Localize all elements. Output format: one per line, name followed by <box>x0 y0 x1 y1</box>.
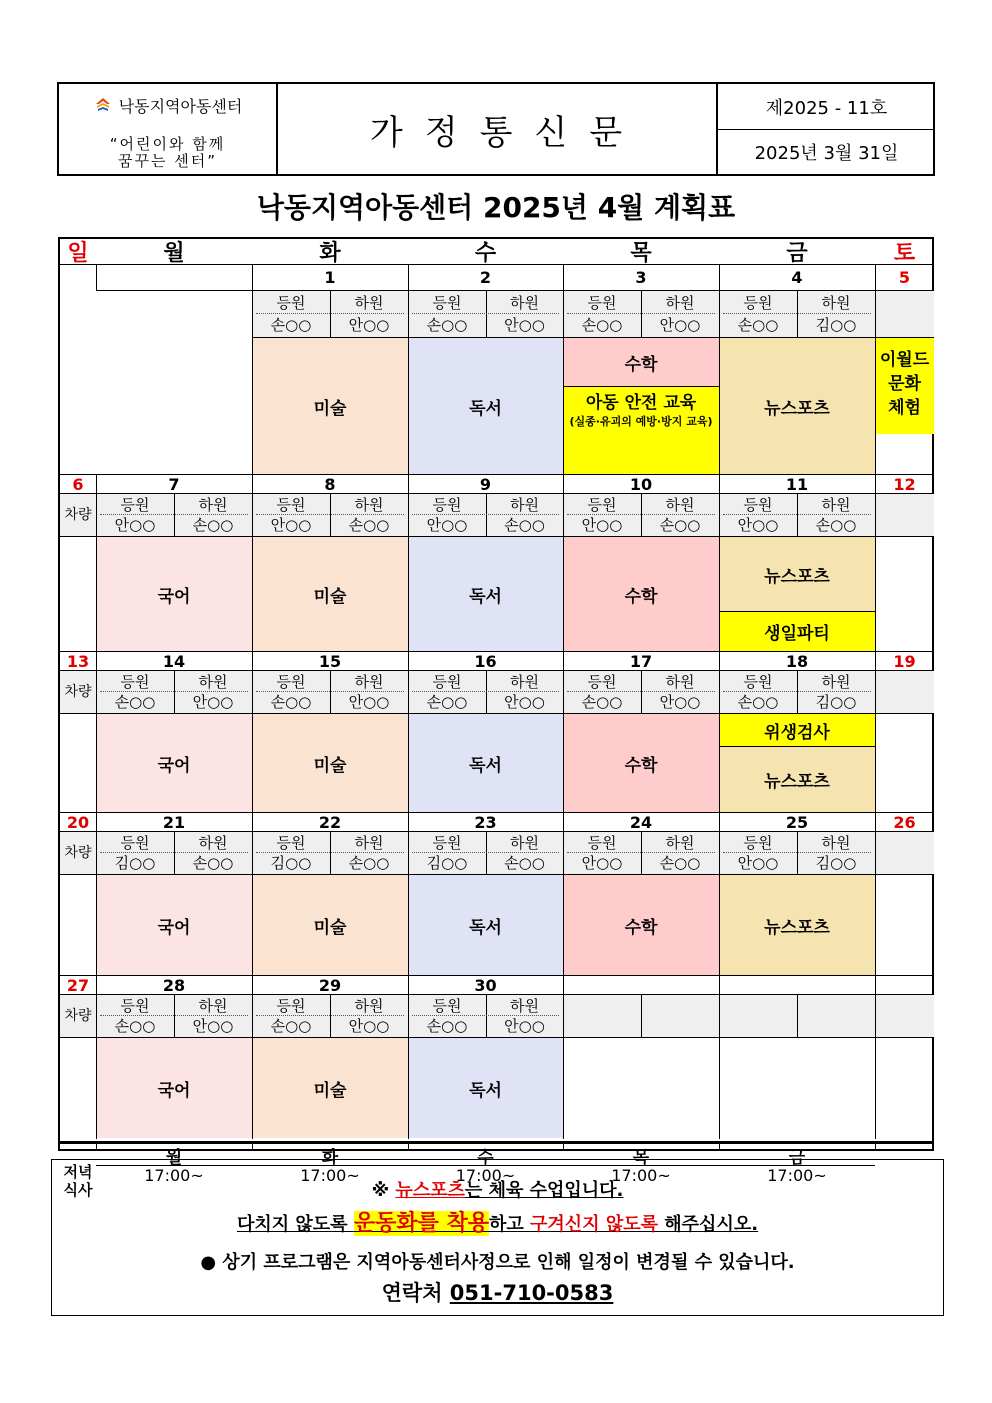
board-staff: 손○○ <box>426 1016 468 1035</box>
subject-label: 수학 <box>624 755 658 776</box>
date-number: 9 <box>479 474 492 494</box>
board-label: 등원 <box>120 996 150 1015</box>
subject-newsports: 뉴스포츠 <box>764 566 830 587</box>
board-label: 등원 <box>432 672 462 691</box>
date-number: 30 <box>474 975 497 995</box>
date-number: 7 <box>168 474 180 494</box>
day-header: 일 <box>67 241 89 266</box>
page-title: 낙동지역아동센터 2025년 4월 계획표 <box>256 191 736 224</box>
board-staff: 안○○ <box>581 515 623 534</box>
board-staff: 손○○ <box>114 692 156 711</box>
letter-header <box>57 82 935 176</box>
board-staff: 손○○ <box>114 1016 156 1035</box>
org-name: 낙동지역아동센터 <box>118 96 243 116</box>
notice-line1: ※ 뉴스포츠는 체육 수업입니다. <box>371 1180 624 1201</box>
alight-staff: 안○○ <box>348 692 390 711</box>
newsports-highlight: 뉴스포츠 <box>395 1180 465 1201</box>
dinner-time: 17:00~ <box>455 1166 516 1185</box>
board-label: 등원 <box>743 495 773 514</box>
grid-vline <box>719 1142 720 1149</box>
alight-label: 하원 <box>198 672 228 691</box>
board-staff: 손○○ <box>581 692 623 711</box>
alight-label: 하원 <box>665 293 695 312</box>
subject-label: 미술 <box>313 1080 347 1101</box>
subject-label: 미술 <box>313 755 347 776</box>
alight-staff: 안○○ <box>192 692 234 711</box>
date-number: 1 <box>324 268 336 287</box>
board-staff: 안○○ <box>114 515 156 534</box>
board-label: 등원 <box>276 293 306 312</box>
subject-label: 뉴스포츠 <box>764 398 830 419</box>
date-number: 29 <box>318 975 342 995</box>
subject-label: 뉴스포츠 <box>764 917 830 938</box>
date-number: 25 <box>785 812 809 832</box>
board-label: 등원 <box>432 996 462 1015</box>
alight-label: 하원 <box>198 833 228 852</box>
issue-number: 제2025 - 11호 <box>765 97 888 119</box>
grid-vline <box>563 475 564 652</box>
grid-vline <box>408 475 409 652</box>
dinner-time: 17:00~ <box>144 1166 204 1185</box>
board-label: 등원 <box>587 293 617 312</box>
grid-vline <box>875 976 876 1139</box>
contact-line: 연락처 051-710-0583 <box>381 1281 614 1305</box>
board-label: 등원 <box>587 672 617 691</box>
dinner-day: 금 <box>788 1147 806 1168</box>
date-number: 28 <box>162 975 186 995</box>
date-number: 2 <box>479 268 492 287</box>
grid-vline <box>96 976 97 1139</box>
date-number: 21 <box>162 812 186 832</box>
date-saturday: 12 <box>893 474 916 494</box>
grid-vline <box>875 265 876 475</box>
subject-label: 독서 <box>469 755 502 776</box>
alight-staff: 안○○ <box>192 1016 234 1035</box>
date-number: 8 <box>324 474 336 494</box>
board-staff: 안○○ <box>426 515 468 534</box>
alight-label: 하원 <box>510 996 539 1015</box>
alight-label: 하원 <box>665 495 695 514</box>
date-number: 3 <box>635 268 647 287</box>
grid-vline <box>719 813 720 976</box>
subject-label: 국어 <box>157 917 191 938</box>
board-label: 등원 <box>276 495 306 514</box>
org-logo-block <box>59 92 276 118</box>
alight-label: 하원 <box>198 996 228 1015</box>
day-header: 목 <box>630 241 652 266</box>
grid-vline <box>96 652 97 813</box>
alight-label: 하원 <box>665 833 695 852</box>
date-number: 22 <box>318 812 342 832</box>
alight-staff: 안○○ <box>504 1016 545 1035</box>
grid-vline <box>563 265 564 475</box>
date-saturday: 5 <box>898 268 911 287</box>
hygiene-check: 위생검사 <box>764 722 830 743</box>
board-staff: 손○○ <box>737 692 779 711</box>
board-staff: 손○○ <box>737 315 779 334</box>
day-header: 토 <box>893 241 916 266</box>
board-staff: 손○○ <box>270 315 312 334</box>
date-number: 15 <box>318 651 342 671</box>
alight-label: 하원 <box>354 996 384 1015</box>
date-number <box>96 265 252 290</box>
board-label: 등원 <box>432 293 462 312</box>
subject-label: 수학 <box>624 917 658 938</box>
slogan-line2: 꿈꾸는 센터” <box>118 152 217 170</box>
grid-vline <box>563 976 564 1139</box>
subject-label: 독서 <box>469 586 502 607</box>
alight-label: 하원 <box>354 672 384 691</box>
subject-label: 독서 <box>469 1080 502 1101</box>
subject-label: 독서 <box>469 917 502 938</box>
date-saturday: 19 <box>893 651 916 671</box>
saturday-event <box>875 348 934 420</box>
dinner-time: 17:00~ <box>611 1166 671 1185</box>
alight-label: 하원 <box>510 672 539 691</box>
alight-label: 하원 <box>510 495 539 514</box>
grid-vline <box>563 652 564 813</box>
vehicle-label: 차량 <box>64 684 92 700</box>
sneakers-highlight: 운동화를 착용 <box>353 1211 489 1236</box>
grid-vline <box>408 265 409 475</box>
alight-staff: 안○○ <box>504 315 545 334</box>
subject-label: 미술 <box>313 586 347 607</box>
alight-staff: 손○○ <box>348 853 390 872</box>
shuttle-split <box>797 995 798 1037</box>
date-number: 16 <box>474 651 497 671</box>
subject-label: 독서 <box>469 398 502 419</box>
grid-vline <box>408 1142 409 1149</box>
alight-staff: 손○○ <box>659 515 701 534</box>
alight-staff: 손○○ <box>504 853 545 872</box>
grid-vline <box>408 652 409 813</box>
grid-vline <box>408 813 409 976</box>
board-staff: 손○○ <box>270 692 312 711</box>
dinner-label-line: 저녁 <box>63 1163 93 1181</box>
grid-vline <box>96 813 97 976</box>
dinner-time: 17:00~ <box>300 1166 360 1185</box>
alight-staff: 안○○ <box>348 1016 390 1035</box>
safety-education-subtitle: (실종·유괴의 예방·방지 교육) <box>569 415 713 428</box>
date-sunday: 6 <box>72 474 84 494</box>
alight-staff: 손○○ <box>659 853 701 872</box>
alight-staff: 김○○ <box>815 853 857 872</box>
board-label: 등원 <box>587 495 617 514</box>
shuttle-split <box>641 995 642 1037</box>
board-staff: 안○○ <box>270 515 312 534</box>
date-number <box>719 976 875 994</box>
day-header: 화 <box>319 241 341 266</box>
board-staff: 손○○ <box>581 315 623 334</box>
saturday-event-line: 이월드 <box>879 350 930 370</box>
dinner-day: 월 <box>165 1147 183 1168</box>
vehicle-label: 차량 <box>64 1008 92 1024</box>
subject-label: 미술 <box>313 398 347 419</box>
board-label: 등원 <box>743 672 773 691</box>
date-sunday: 13 <box>66 651 90 671</box>
grid-vline <box>875 475 876 652</box>
slogan-line1: “어린이와 함께 <box>109 135 226 153</box>
subject-label: 국어 <box>157 755 191 776</box>
dinner-day: 수 <box>477 1147 494 1168</box>
grid-vline <box>96 475 97 652</box>
date-number: 18 <box>785 651 809 671</box>
alight-staff: 김○○ <box>815 315 857 334</box>
alight-label: 하원 <box>665 672 695 691</box>
alight-staff: 손○○ <box>192 515 234 534</box>
birthday-party: 생일파티 <box>764 623 830 644</box>
notice-line2: 다치지 않도록 운동화를 착용하고 구겨신지 않도록 해주십시오. <box>236 1211 759 1236</box>
grid-vline <box>875 1142 876 1149</box>
vehicle-label: 차량 <box>64 845 92 861</box>
board-staff: 손○○ <box>426 315 468 334</box>
board-label: 등원 <box>743 293 773 312</box>
grid-vline <box>96 1142 97 1149</box>
grid-vline <box>252 475 253 652</box>
grid-vline <box>719 475 720 652</box>
grid-vline <box>96 265 97 291</box>
board-label: 등원 <box>276 672 306 691</box>
alight-label: 하원 <box>354 833 384 852</box>
alight-staff: 안○○ <box>348 315 390 334</box>
date-number: 17 <box>629 651 653 671</box>
day-header: 월 <box>163 241 185 266</box>
subject-label: 국어 <box>157 586 191 607</box>
date-sunday: 20 <box>66 812 90 832</box>
board-label: 등원 <box>120 672 150 691</box>
alight-staff: 안○○ <box>504 692 545 711</box>
date-sunday: 27 <box>66 975 90 995</box>
saturday-event-line: 체험 <box>888 398 921 418</box>
board-staff: 김○○ <box>270 853 312 872</box>
alight-label: 하원 <box>821 293 851 312</box>
issue-date: 2025년 3월 31일 <box>754 143 899 164</box>
grid-vline <box>252 976 253 1139</box>
date-number: 4 <box>791 268 803 287</box>
board-staff: 김○○ <box>426 853 468 872</box>
date-number: 14 <box>162 651 186 671</box>
subject-label: 국어 <box>157 1080 191 1101</box>
board-label: 등원 <box>432 495 462 514</box>
board-label: 등원 <box>743 833 773 852</box>
notice-line3: ● 상기 프로그램은 지역아동센터사정으로 인해 일정이 변경될 수 있습니다. <box>200 1252 795 1273</box>
alight-staff: 손○○ <box>504 515 545 534</box>
date-sunday <box>60 265 96 290</box>
grid-vline <box>875 652 876 813</box>
date-number: 11 <box>785 474 809 494</box>
contact-phone: 051-710-0583 <box>449 1281 614 1305</box>
board-label: 등원 <box>120 495 150 514</box>
subject-math: 수학 <box>624 354 658 375</box>
alight-label: 하원 <box>821 672 851 691</box>
org-logo-icon <box>93 97 113 113</box>
dinner-day: 화 <box>321 1147 339 1168</box>
alight-staff: 안○○ <box>659 315 701 334</box>
document-title: 가정통신문 <box>369 112 645 153</box>
date-saturday: 26 <box>893 812 916 832</box>
board-label: 등원 <box>276 996 306 1015</box>
board-label: 등원 <box>120 833 150 852</box>
date-number <box>563 976 719 994</box>
grid-vline <box>875 813 876 976</box>
grid-vline <box>563 1142 564 1149</box>
notice-box <box>51 1159 944 1316</box>
alight-label: 하원 <box>510 293 539 312</box>
grid-vline <box>252 813 253 976</box>
alight-label: 하원 <box>510 833 539 852</box>
dinner-label-line: 식사 <box>63 1181 93 1199</box>
grid-vline <box>252 265 253 475</box>
alight-label: 하원 <box>354 293 384 312</box>
date-number: 24 <box>629 812 653 832</box>
saturday-event-line: 문화 <box>888 374 921 394</box>
alight-staff: 손○○ <box>348 515 390 534</box>
alight-staff: 김○○ <box>815 692 857 711</box>
grid-vline <box>563 813 564 976</box>
date-saturday <box>875 976 934 994</box>
dinner-day: 목 <box>632 1147 650 1168</box>
subject-label: 수학 <box>624 586 658 607</box>
date-number: 23 <box>474 812 497 832</box>
board-staff: 안○○ <box>737 515 779 534</box>
subject-label: 미술 <box>313 917 347 938</box>
dinner-time: 17:00~ <box>767 1166 827 1185</box>
safety-education-title: 아동 안전 교육 <box>585 392 697 413</box>
board-staff: 안○○ <box>737 853 779 872</box>
vehicle-label: 차량 <box>64 507 92 523</box>
alight-staff: 손○○ <box>815 515 857 534</box>
board-staff: 김○○ <box>114 853 156 872</box>
grid-vline <box>252 1142 253 1149</box>
day-header: 수 <box>474 241 497 266</box>
alight-staff: 안○○ <box>659 692 701 711</box>
alight-label: 하원 <box>821 495 851 514</box>
alight-label: 하원 <box>354 495 384 514</box>
alight-label: 하원 <box>821 833 851 852</box>
alight-staff: 손○○ <box>192 853 234 872</box>
grid-vline <box>719 652 720 813</box>
grid-vline <box>408 976 409 1139</box>
subject-newsports: 뉴스포츠 <box>764 771 830 792</box>
grid-vline <box>252 652 253 813</box>
board-staff: 안○○ <box>581 853 623 872</box>
board-staff: 손○○ <box>426 692 468 711</box>
board-label: 등원 <box>276 833 306 852</box>
board-staff: 손○○ <box>270 1016 312 1035</box>
board-label: 등원 <box>587 833 617 852</box>
grid-vline <box>719 976 720 1139</box>
day-header: 금 <box>786 241 808 266</box>
date-number: 10 <box>629 474 653 494</box>
alight-label: 하원 <box>198 495 228 514</box>
grid-vline <box>719 265 720 475</box>
board-label: 등원 <box>432 833 462 852</box>
slogan <box>59 136 276 170</box>
